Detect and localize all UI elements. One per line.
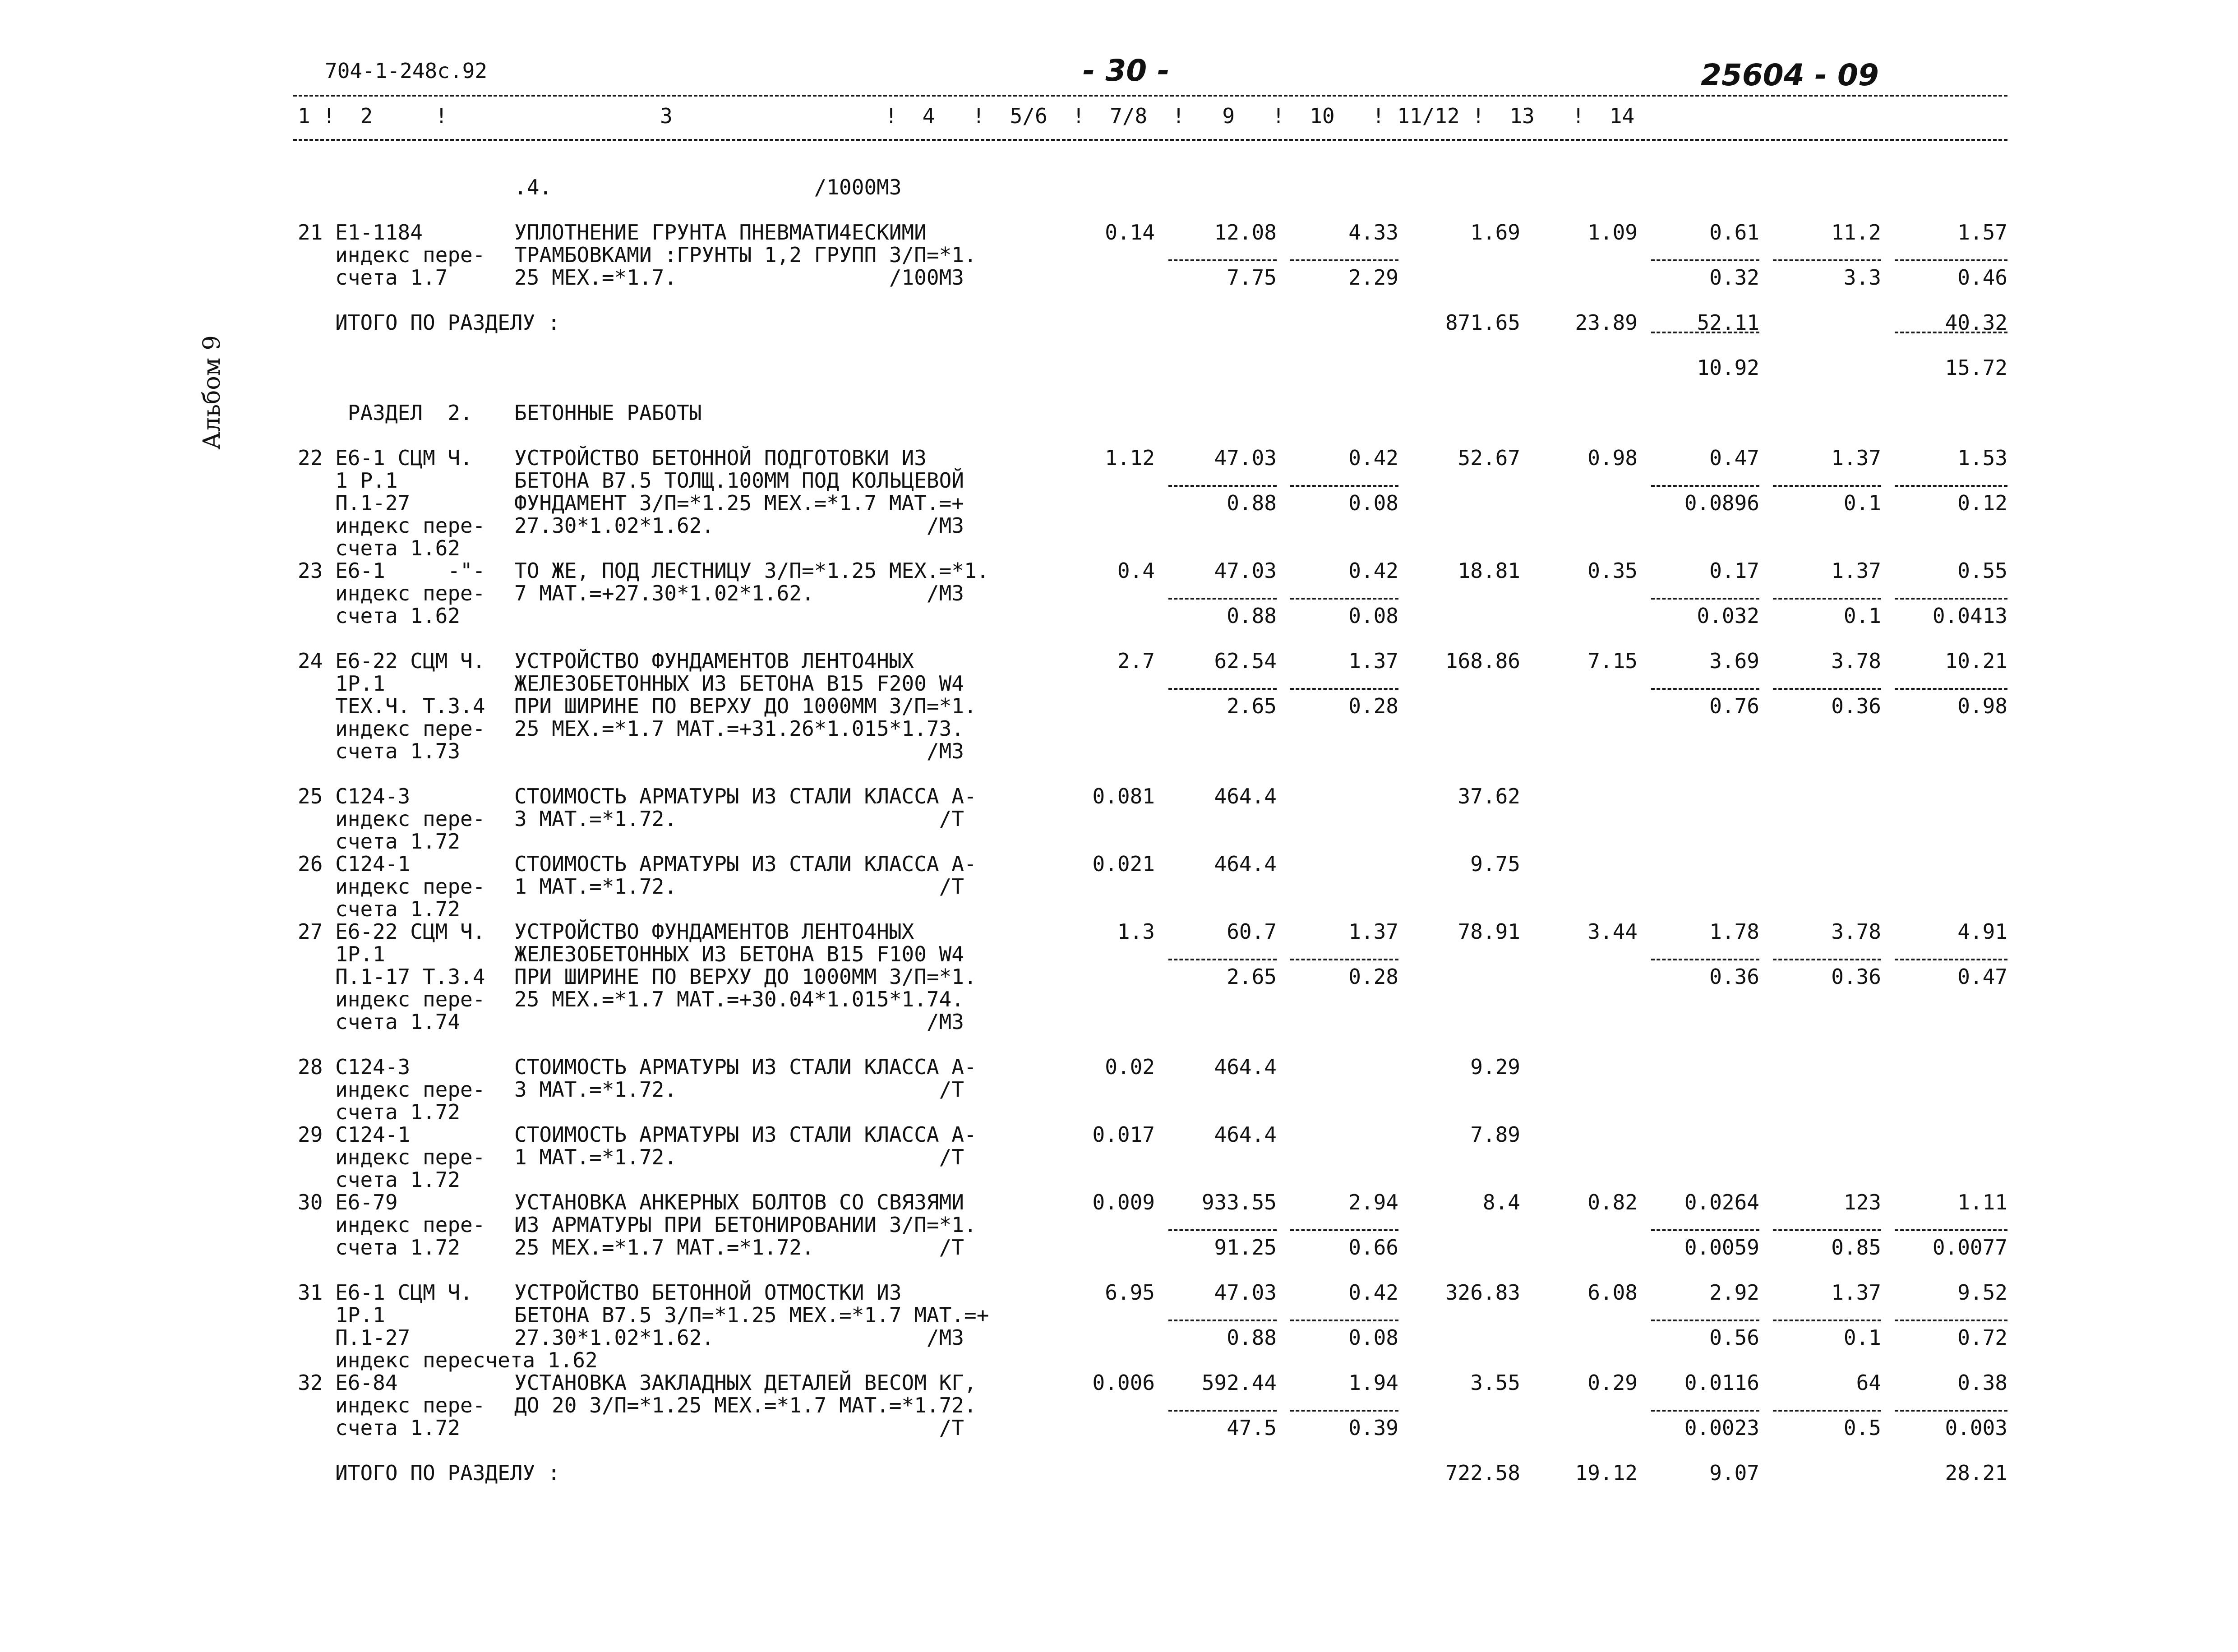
- cell-c3: УСТАНОВКА АНКЕРНЫХ БОЛТОВ СО СВЯЗЯМИ: [514, 1190, 964, 1214]
- cell-c3: ПРИ ШИРИНЕ ПО ВЕРХУ ДО 1000ММ З/П=*1.: [514, 694, 977, 718]
- cell-c9: 9.75: [1470, 852, 1520, 876]
- subvalue-rule: [1168, 1229, 1277, 1231]
- cell-c13: 1.37: [1831, 558, 1881, 583]
- cell-c3: СТОИМОСТЬ АРМАТУРЫ ИЗ СТАЛИ КЛАССА А-: [514, 852, 977, 876]
- cell-c56: 91.25: [1214, 1235, 1277, 1260]
- cell-c78: 0.42: [1348, 558, 1398, 583]
- cell-c56: 2.65: [1227, 964, 1277, 989]
- cell-c2: индекс пере-: [298, 1145, 485, 1169]
- cell-c2: 1Р.1: [298, 671, 385, 696]
- subvalue-rule: [1895, 332, 2007, 333]
- cell-c2: счета 1.72: [298, 1235, 461, 1260]
- cell-c2: 24 Е6-22 СЦМ Ч.: [298, 649, 485, 673]
- cell-c56: 0.88: [1227, 604, 1277, 628]
- cell-c1112: 0.0023: [1684, 1416, 1759, 1440]
- subvalue-rule: [1895, 688, 2007, 690]
- cell-c10: 1.09: [1587, 220, 1638, 245]
- cell-c78: 0.28: [1348, 694, 1398, 718]
- cell-c56: 60.7: [1227, 919, 1277, 944]
- cell-c56: 47.03: [1214, 1280, 1277, 1305]
- subvalue-rule: [1773, 1410, 1881, 1412]
- subvalue-rule: [1651, 598, 1759, 600]
- cell-c9: 78.91: [1458, 919, 1520, 944]
- cell-c10: 0.82: [1587, 1190, 1638, 1214]
- cell-c3: УПЛОТНЕНИЕ ГРУНТА ПНЕВМАТИ4ЕСКИМИ: [514, 220, 927, 245]
- cell-c2: счета 1.72: [298, 897, 461, 921]
- subvalue-rule: [1651, 1229, 1759, 1231]
- cell-c2: индекс пере-: [298, 513, 485, 538]
- cell-c78: 0.28: [1348, 964, 1398, 989]
- cell-c4: 0.4: [1117, 558, 1155, 583]
- cell-c13: 3.3: [1843, 265, 1881, 290]
- cell-c3: СТОИМОСТЬ АРМАТУРЫ ИЗ СТАЛИ КЛАССА А-: [514, 1122, 977, 1147]
- subvalue-rule: [1895, 1410, 2007, 1412]
- subvalue-rule: [1290, 1229, 1398, 1231]
- cell-c2: 32 Е6-84: [298, 1371, 398, 1395]
- cell-c4: 0.14: [1105, 220, 1155, 245]
- cell-c56: 7.75: [1227, 265, 1277, 290]
- cell-c2: 30 Е6-79: [298, 1190, 398, 1214]
- cell-c3: СТОИМОСТЬ АРМАТУРЫ ИЗ СТАЛИ КЛАССА А-: [514, 784, 977, 808]
- subvalue-rule: [1773, 688, 1881, 690]
- cell-c56: 464.4: [1214, 852, 1277, 876]
- cell-c56: 464.4: [1214, 1122, 1277, 1147]
- cell-c3: 3 МАТ.=*1.72. /Т: [514, 1077, 964, 1102]
- subvalue-rule: [1290, 688, 1398, 690]
- cell-c78: 0.08: [1348, 604, 1398, 628]
- cell-c9: 168.86: [1445, 649, 1520, 673]
- cell-c14: 0.72: [1957, 1325, 2007, 1350]
- cell-c2: П.1-17 Т.3.4: [298, 964, 485, 989]
- subvalue-rule: [1895, 1320, 2007, 1321]
- cell-c3: ДО 20 З/П=*1.25 МЕХ.=*1.7 МАТ.=*1.72.: [514, 1393, 977, 1417]
- cell-c2: 1 Р.1: [298, 468, 398, 493]
- cell-c1112: 0.0264: [1684, 1190, 1759, 1214]
- subvalue-rule: [1290, 259, 1398, 261]
- cell-c2: счета 1.72: [298, 1100, 461, 1124]
- cell-c2: 25 С124-3: [298, 784, 411, 808]
- cell-c2: 1Р.1: [298, 1303, 385, 1327]
- cell-c4: 1.3: [1117, 919, 1155, 944]
- cell-c2: индекс пере-: [298, 716, 485, 741]
- cell-c13: 11.2: [1831, 220, 1881, 245]
- cell-c2: счета 1.62: [298, 536, 461, 560]
- cell-c9: 326.83: [1445, 1280, 1520, 1305]
- cell-c1112: 0.32: [1709, 265, 1759, 290]
- cell-c13: 3.78: [1831, 649, 1881, 673]
- cell-c9: 18.81: [1458, 558, 1520, 583]
- cell-c1112: 0.0896: [1684, 491, 1759, 515]
- cell-c3: .4. /1000М3: [514, 175, 902, 199]
- cell-c1112: 10.92: [1697, 355, 1759, 380]
- cell-c3: УСТРОЙСТВО ФУНДАМЕНТОВ ЛЕНТО4НЫХ: [514, 919, 914, 944]
- cell-c3: ФУНДАМЕНТ З/П=*1.25 МЕХ.=*1.7 МАТ.=+: [514, 491, 964, 515]
- cell-c2: счета 1.73: [298, 739, 461, 763]
- cell-c10: 19.12: [1575, 1461, 1638, 1485]
- cell-c13: 0.1: [1843, 491, 1881, 515]
- cell-c9: 52.67: [1458, 446, 1520, 470]
- cell-c2: 23 Е6-1 -"-: [298, 558, 485, 583]
- subvalue-rule: [1895, 598, 2007, 600]
- column-header: 1 ! 2 ! 3 ! 4 ! 5/6 ! 7/8 ! 9 ! 10 ! 11/12 ! 13 ! 14: [298, 104, 1635, 128]
- cell-c3: 25 МЕХ.=*1.7 МАТ.=+30.04*1.015*1.74.: [514, 987, 964, 1011]
- subvalue-rule: [1895, 259, 2007, 261]
- cell-c1112: 0.032: [1697, 604, 1759, 628]
- cell-c13: 3.78: [1831, 919, 1881, 944]
- subvalue-rule: [1895, 485, 2007, 487]
- subvalue-rule: [1290, 959, 1398, 960]
- cell-c2: счета 1.72: [298, 1416, 461, 1440]
- cell-c2: индекс пере-: [298, 987, 485, 1011]
- subvalue-rule: [1168, 259, 1277, 261]
- cell-c1112: 0.17: [1709, 558, 1759, 583]
- cell-c2: индекс пере-: [298, 1077, 485, 1102]
- subvalue-rule: [1773, 259, 1881, 261]
- cell-c4: 0.009: [1092, 1190, 1155, 1214]
- subvalue-rule: [1290, 1320, 1398, 1321]
- subvalue-rule: [1168, 485, 1277, 487]
- subvalue-rule: [1651, 1320, 1759, 1321]
- cell-c56: 47.5: [1227, 1416, 1277, 1440]
- subvalue-rule: [1290, 598, 1398, 600]
- cell-c2: индекс пере-: [298, 807, 485, 831]
- cell-c4: 1.12: [1105, 446, 1155, 470]
- cell-c4: 0.017: [1092, 1122, 1155, 1147]
- subvalue-rule: [1290, 485, 1398, 487]
- cell-c2: РАЗДЕЛ 2.: [298, 401, 473, 425]
- cell-c10: 0.35: [1587, 558, 1638, 583]
- cell-c3: БЕТОНА В7.5 ТОЛЩ.100ММ ПОД КОЛЬЦЕВОЙ: [514, 468, 964, 493]
- cell-c1112: 0.47: [1709, 446, 1759, 470]
- subvalue-rule: [1651, 688, 1759, 690]
- page-number: - 30 -: [1083, 53, 1170, 88]
- cell-c78: 0.42: [1348, 446, 1398, 470]
- subvalue-rule: [1651, 332, 1759, 333]
- cell-c1112: 0.56: [1709, 1325, 1759, 1350]
- cell-c1112: 0.61: [1709, 220, 1759, 245]
- cell-c2: 27 Е6-22 СЦМ Ч.: [298, 919, 485, 944]
- cell-c3: 25 МЕХ.=*1.7. /100М3: [514, 265, 964, 290]
- header-rule-top: [293, 95, 2007, 97]
- subvalue-rule: [1168, 959, 1277, 960]
- cell-c14: 10.21: [1945, 649, 2007, 673]
- cell-c10: 3.44: [1587, 919, 1638, 944]
- cell-c3: 25 МЕХ.=*1.7 МАТ.=+31.26*1.015*1.73.: [514, 716, 964, 741]
- cell-c78: 4.33: [1348, 220, 1398, 245]
- cell-c9: 722.58: [1445, 1461, 1520, 1485]
- cell-c13: 64: [1856, 1371, 1881, 1395]
- subvalue-rule: [1168, 688, 1277, 690]
- subvalue-rule: [1773, 485, 1881, 487]
- cell-c2: 28 С124-3: [298, 1055, 411, 1079]
- cell-c14: 4.91: [1957, 919, 2007, 944]
- cell-c56: 0.88: [1227, 1325, 1277, 1350]
- subvalue-rule: [1773, 598, 1881, 600]
- cell-c14: 15.72: [1945, 355, 2007, 380]
- cell-c10: 23.89: [1575, 310, 1638, 335]
- cell-c2: П.1-27: [298, 1325, 411, 1350]
- cell-c56: 47.03: [1214, 558, 1277, 583]
- cell-c13: 0.5: [1843, 1416, 1881, 1440]
- cell-c3: /Т: [514, 1416, 964, 1440]
- cell-c2: индекс пере-: [298, 243, 485, 267]
- cell-c14: 0.98: [1957, 694, 2007, 718]
- cell-c14: 0.0077: [1932, 1235, 2007, 1260]
- cell-c3: ТРАМБОВКАМИ :ГРУНТЫ 1,2 ГРУПП З/П=*1.: [514, 243, 977, 267]
- cell-c56: 464.4: [1214, 784, 1277, 808]
- cell-c2: 21 Е1-1184: [298, 220, 423, 245]
- cell-c78: 0.66: [1348, 1235, 1398, 1260]
- cell-c10: 0.98: [1587, 446, 1638, 470]
- subvalue-rule: [1168, 598, 1277, 600]
- cell-c1112: 9.07: [1709, 1461, 1759, 1485]
- cell-c3: 3 МАТ.=*1.72. /Т: [514, 807, 964, 831]
- cell-c78: 2.94: [1348, 1190, 1398, 1214]
- cell-c2: индекс пере-: [298, 1393, 485, 1417]
- cell-c9: 871.65: [1445, 310, 1520, 335]
- subvalue-rule: [1651, 259, 1759, 261]
- cell-c3: ТО ЖЕ, ПОД ЛЕСТНИЦУ З/П=*1.25 МЕХ.=*1.: [514, 558, 989, 583]
- cell-c2: индекс пересчета 1.62: [298, 1348, 598, 1372]
- cell-c78: 0.08: [1348, 491, 1398, 515]
- cell-c14: 0.003: [1945, 1416, 2007, 1440]
- cell-c13: 0.36: [1831, 694, 1881, 718]
- cell-c56: 47.03: [1214, 446, 1277, 470]
- cell-c78: 1.37: [1348, 649, 1398, 673]
- cell-c4: 0.006: [1092, 1371, 1155, 1395]
- cell-c56: 0.88: [1227, 491, 1277, 515]
- cell-c1112: 0.0116: [1684, 1371, 1759, 1395]
- cell-c3: 7 МАТ.=+27.30*1.02*1.62. /М3: [514, 581, 964, 605]
- cell-c4: 0.081: [1092, 784, 1155, 808]
- cell-c78: 0.42: [1348, 1280, 1398, 1305]
- cell-c3: ЖЕЛЕЗОБЕТОННЫХ ИЗ БЕТОНА В15 F100 W4: [514, 942, 964, 966]
- cell-c3: УСТРОЙСТВО БЕТОННОЙ ПОДГОТОВКИ ИЗ: [514, 446, 927, 470]
- cell-c3: 1 МАТ.=*1.72. /Т: [514, 1145, 964, 1169]
- cell-c9: 9.29: [1470, 1055, 1520, 1079]
- subvalue-rule: [1651, 959, 1759, 960]
- subvalue-rule: [1773, 959, 1881, 960]
- cell-c9: 37.62: [1458, 784, 1520, 808]
- cell-c2: 29 С124-1: [298, 1122, 411, 1147]
- cell-c2: П.1-27: [298, 491, 411, 515]
- cell-c4: 6.95: [1105, 1280, 1155, 1305]
- cell-c2: счета 1.72: [298, 1167, 461, 1192]
- cell-c3: 27.30*1.02*1.62. /М3: [514, 513, 964, 538]
- cell-c2: счета 1.7: [298, 265, 448, 290]
- cell-c14: 0.38: [1957, 1371, 2007, 1395]
- cell-c1112: 0.36: [1709, 964, 1759, 989]
- cell-c78: 1.37: [1348, 919, 1398, 944]
- cell-c13: 0.1: [1843, 604, 1881, 628]
- cell-c10: 0.29: [1587, 1371, 1638, 1395]
- cell-c56: 12.08: [1214, 220, 1277, 245]
- cell-c9: 1.69: [1470, 220, 1520, 245]
- cell-c14: 0.47: [1957, 964, 2007, 989]
- cell-c9: 3.55: [1470, 1371, 1520, 1395]
- cell-c14: 40.32: [1945, 310, 2007, 335]
- cell-c56: 2.65: [1227, 694, 1277, 718]
- cell-c78: 2.29: [1348, 265, 1398, 290]
- cell-c2: индекс пере-: [298, 874, 485, 899]
- cell-c14: 0.46: [1957, 265, 2007, 290]
- cell-c3: 25 МЕХ.=*1.7 МАТ.=*1.72. /Т: [514, 1235, 964, 1260]
- cell-c2: счета 1.74: [298, 1010, 461, 1034]
- cell-c14: 1.11: [1957, 1190, 2007, 1214]
- cell-c13: 123: [1843, 1190, 1881, 1214]
- cell-c56: 62.54: [1214, 649, 1277, 673]
- cell-c3: ИЗ АРМАТУРЫ ПРИ БЕТОНИРОВАНИИ З/П=*1.: [514, 1213, 977, 1237]
- cell-c3: УСТРОЙСТВО ФУНДАМЕНТОВ ЛЕНТО4НЫХ: [514, 649, 914, 673]
- cell-c9: 8.4: [1482, 1190, 1520, 1214]
- cell-c2: счета 1.72: [298, 829, 461, 854]
- cell-c14: 1.57: [1957, 220, 2007, 245]
- cell-c13: 0.36: [1831, 964, 1881, 989]
- doc-code: 704-1-248с.92: [325, 59, 488, 83]
- subvalue-rule: [1168, 1410, 1277, 1412]
- cell-c13: 1.37: [1831, 446, 1881, 470]
- cell-c1112: 52.11: [1697, 310, 1759, 335]
- cell-c10: 7.15: [1587, 649, 1638, 673]
- cell-c3: /М3: [514, 1010, 964, 1034]
- cell-c14: 1.53: [1957, 446, 2007, 470]
- cell-c13: 1.37: [1831, 1280, 1881, 1305]
- cell-c14: 0.12: [1957, 491, 2007, 515]
- cell-c4: 2.7: [1117, 649, 1155, 673]
- cell-c1112: 3.69: [1709, 649, 1759, 673]
- cell-c3: /М3: [514, 739, 964, 763]
- cell-c2: 1Р.1: [298, 942, 385, 966]
- subvalue-rule: [1290, 1410, 1398, 1412]
- cell-c3: УСТАНОВКА ЗАКЛАДНЫХ ДЕТАЛЕЙ ВЕСОМ КГ,: [514, 1371, 977, 1395]
- stamp-number: 25604 - 09: [1701, 58, 1879, 92]
- cell-c3: 27.30*1.02*1.62. /М3: [514, 1325, 964, 1350]
- cell-c14: 0.0413: [1932, 604, 2007, 628]
- cell-c2: 26 С124-1: [298, 852, 411, 876]
- cell-c1112: 0.76: [1709, 694, 1759, 718]
- cell-c3: УСТРОЙСТВО БЕТОННОЙ ОТМОСТКИ ИЗ: [514, 1280, 902, 1305]
- cell-c2: 22 Е6-1 СЦМ Ч.: [298, 446, 473, 470]
- cell-c2: ИТОГО ПО РАЗДЕЛУ :: [298, 310, 560, 335]
- cell-c1112: 2.92: [1709, 1280, 1759, 1305]
- cell-c2: 31 Е6-1 СЦМ Ч.: [298, 1280, 473, 1305]
- cell-c13: 0.85: [1831, 1235, 1881, 1260]
- header-rule-bottom: [293, 139, 2007, 141]
- subvalue-rule: [1773, 1320, 1881, 1321]
- cell-c56: 592.44: [1201, 1371, 1277, 1395]
- cell-c56: 464.4: [1214, 1055, 1277, 1079]
- cell-c2: ТЕХ.Ч. Т.3.4: [298, 694, 485, 718]
- cell-c3: ЖЕЛЕЗОБЕТОННЫХ ИЗ БЕТОНА В15 F200 W4: [514, 671, 964, 696]
- cell-c3: СТОИМОСТЬ АРМАТУРЫ ИЗ СТАЛИ КЛАССА А-: [514, 1055, 977, 1079]
- cell-c1112: 0.0059: [1684, 1235, 1759, 1260]
- subvalue-rule: [1168, 1320, 1277, 1321]
- cell-c3: ПРИ ШИРИНЕ ПО ВЕРХУ ДО 1000ММ З/П=*1.: [514, 964, 977, 989]
- cell-c14: 28.21: [1945, 1461, 2007, 1485]
- album-label: Альбом 9: [198, 335, 226, 450]
- cell-c10: 6.08: [1587, 1280, 1638, 1305]
- cell-c56: 933.55: [1201, 1190, 1277, 1214]
- cell-c2: ИТОГО ПО РАЗДЕЛУ :: [298, 1461, 560, 1485]
- cell-c4: 0.021: [1092, 852, 1155, 876]
- cell-c14: 9.52: [1957, 1280, 2007, 1305]
- cell-c9: 7.89: [1470, 1122, 1520, 1147]
- cell-c78: 1.94: [1348, 1371, 1398, 1395]
- cell-c14: 0.55: [1957, 558, 2007, 583]
- subvalue-rule: [1895, 959, 2007, 960]
- cell-c78: 0.08: [1348, 1325, 1398, 1350]
- cell-c1112: 1.78: [1709, 919, 1759, 944]
- cell-c3: БЕТОННЫЕ РАБОТЫ: [514, 401, 702, 425]
- subvalue-rule: [1773, 1229, 1881, 1231]
- cell-c2: индекс пере-: [298, 581, 485, 605]
- cell-c78: 0.39: [1348, 1416, 1398, 1440]
- subvalue-rule: [1651, 1410, 1759, 1412]
- cell-c2: счета 1.62: [298, 604, 461, 628]
- cell-c4: 0.02: [1105, 1055, 1155, 1079]
- subvalue-rule: [1651, 485, 1759, 487]
- cell-c13: 0.1: [1843, 1325, 1881, 1350]
- cell-c3: 1 МАТ.=*1.72. /Т: [514, 874, 964, 899]
- subvalue-rule: [1895, 1229, 2007, 1231]
- cell-c3: БЕТОНА В7.5 З/П=*1.25 МЕХ.=*1.7 МАТ.=+: [514, 1303, 989, 1327]
- cell-c2: индекс пере-: [298, 1213, 485, 1237]
